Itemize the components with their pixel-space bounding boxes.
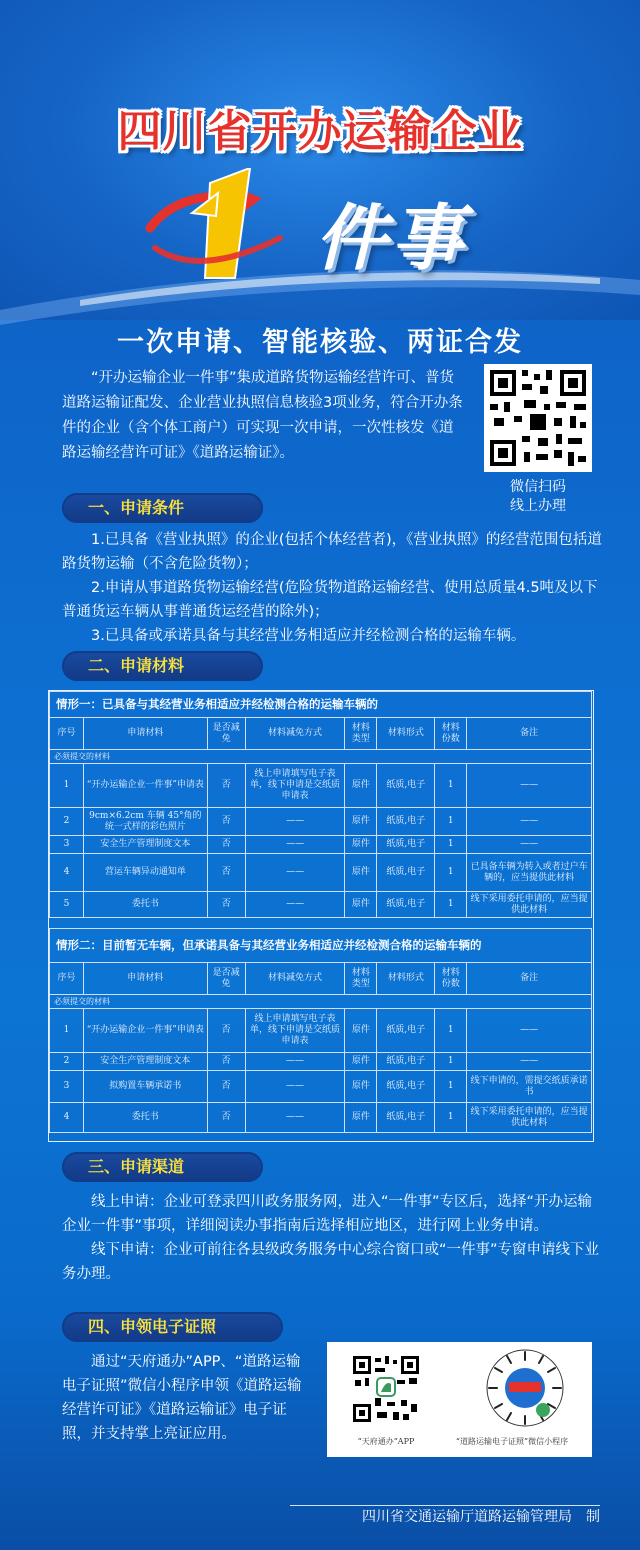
header-cell: 材料形式 — [377, 718, 435, 750]
condition-item: 1.已具备《营业执照》的企业(包括个体经营者)，《营业执照》的经营范围包括道路货物运输（不含危险货物）； — [62, 532, 602, 572]
header-cell: 序号 — [50, 718, 84, 750]
cell: 纸质,电子 — [377, 854, 435, 892]
footer-credit: 四川省交通运输厅道路运输管理局 制 — [362, 1509, 600, 1525]
sub-heading: 必须提交的材料 — [50, 750, 592, 764]
table-header-row — [50, 963, 592, 995]
cell: 纸质,电子 — [377, 808, 435, 836]
cell: 纸质,电子 — [377, 1103, 435, 1133]
table-row — [50, 854, 592, 892]
cell: 5 — [50, 892, 84, 918]
cell: 1 — [435, 854, 467, 892]
cell: 否 — [207, 808, 245, 836]
header-cell: 材料类型 — [345, 718, 377, 750]
cell: 原件 — [345, 1009, 377, 1053]
cell: 否 — [207, 1009, 245, 1053]
cell: 安全生产管理制度文本 — [83, 1053, 207, 1071]
table-row — [50, 836, 592, 854]
cell: 原件 — [345, 1103, 377, 1133]
cell: —— — [467, 1009, 592, 1053]
cell: 1 — [435, 836, 467, 854]
cert-panel — [327, 1342, 592, 1457]
qr-caption-line1: 微信扫码 — [510, 479, 566, 495]
header-cell: 备注 — [467, 963, 592, 995]
cell: 否 — [207, 836, 245, 854]
cell: 原件 — [345, 836, 377, 854]
section-heading-cert: 四、申领电子证照 — [62, 1312, 283, 1342]
channel-offline: 线下申请：企业可前往各县级政务服务中心综合窗口或“一件事”专窗申请线下业务办理。 — [62, 1242, 600, 1282]
materials-table-case2 — [49, 928, 592, 1133]
section-heading-channels: 三、申请渠道 — [62, 1152, 263, 1182]
cell: —— — [467, 1053, 592, 1071]
cell: —— — [245, 836, 345, 854]
poster-title: 四川省开办运输企业 — [117, 106, 523, 157]
table-row — [50, 808, 592, 836]
cell: 否 — [207, 892, 245, 918]
jianshi-heading: 件事 — [315, 196, 468, 280]
table-row — [50, 892, 592, 918]
cell: 安全生产管理制度文本 — [83, 836, 207, 854]
cell: 原件 — [345, 808, 377, 836]
section-heading-conditions: 一、申请条件 — [62, 493, 263, 523]
cell: “开办运输企业一件事”申请表 — [83, 1009, 207, 1053]
table-row — [50, 1053, 592, 1071]
cell: —— — [245, 808, 345, 836]
header-cell: 申请材料 — [83, 718, 207, 750]
header-cell: 材料减免方式 — [245, 718, 345, 750]
cell: —— — [245, 1103, 345, 1133]
cell: —— — [467, 836, 592, 854]
cell: 纸质,电子 — [377, 1053, 435, 1071]
cell: —— — [245, 1053, 345, 1071]
cell: 线下申请的，需提交纸质承诺书 — [467, 1071, 592, 1103]
cell: 线下采用委托申请的，应当提供此材料 — [467, 892, 592, 918]
qr-code-icon[interactable] — [484, 364, 592, 472]
materials-table-case1 — [49, 691, 592, 918]
cell: 营运车辆异动通知单 — [83, 854, 207, 892]
header-cell: 是否减免 — [207, 963, 245, 995]
cell: 9cm×6.2cm 车辆 45°角的统一式样的彩色照片 — [83, 808, 207, 836]
table-row — [50, 764, 592, 808]
cell: 委托书 — [83, 1103, 207, 1133]
header-cell: 是否减免 — [207, 718, 245, 750]
cell: 线上申请填写电子表单，线下申请是交纸质申请表 — [245, 764, 345, 808]
cell: —— — [467, 808, 592, 836]
section-heading-materials: 二、申请材料 — [62, 651, 263, 681]
condition-item: 3.已具备或承诺具备与其经营业务相适应并经检测合格的运输车辆。 — [91, 628, 526, 644]
cell: —— — [467, 764, 592, 808]
cell: —— — [245, 892, 345, 918]
qr-caption — [484, 478, 592, 516]
header-cell: 材料份数 — [435, 963, 467, 995]
cell: 原件 — [345, 854, 377, 892]
qr-caption-line2: 线上办理 — [510, 498, 566, 514]
cell: 2 — [50, 1053, 84, 1071]
header-cell: 备注 — [467, 718, 592, 750]
cell: —— — [245, 1071, 345, 1103]
channel-online: 线上申请：企业可登录四川政务服务网，进入“一件事”专区后，选择“开办运输企业一件事”事项，详细阅读办事指南后选择相应地区，进行网上业务申请。 — [62, 1194, 593, 1234]
cell: 纸质,电子 — [377, 764, 435, 808]
cell: 原件 — [345, 892, 377, 918]
header-cell: 材料减免方式 — [245, 963, 345, 995]
cell: 1 — [50, 764, 84, 808]
sub-heading: 必须提交的材料 — [50, 995, 592, 1009]
cell: 3 — [50, 836, 84, 854]
header-cell: 序号 — [50, 963, 84, 995]
header-cell: 申请材料 — [83, 963, 207, 995]
cell: 1 — [435, 764, 467, 808]
mini-program-code-icon[interactable] — [485, 1348, 565, 1428]
cell: 1 — [435, 1071, 467, 1103]
one-logo-icon — [140, 168, 300, 298]
cell: 纸质,电子 — [377, 836, 435, 854]
cell: 否 — [207, 854, 245, 892]
cell: 3 — [50, 1071, 84, 1103]
cell: 原件 — [345, 1071, 377, 1103]
cert-text: 通过“天府通办”APP、“道路运输电子证照”微信小程序申领《道路运输经营许可证》《道路运输证》电子证照，并支持掌上亮证应用。 — [62, 1354, 302, 1442]
tagline: 一次申请、智能核验、两证合发 — [117, 327, 523, 358]
cell: —— — [245, 854, 345, 892]
cell: 原件 — [345, 764, 377, 808]
cell: 1 — [435, 1009, 467, 1053]
header-cell: 材料份数 — [435, 718, 467, 750]
intro-text: “开办运输企业一件事”集成道路货物运输经营许可、普货道路运输证配发、企业营业执照信息核验3项业务，符合开办条件的企业（含个体工商户）可实现一次申请，一次性核发《道路运输经营许可证》《道路运输证》。 — [62, 370, 463, 461]
cell: 否 — [207, 1103, 245, 1133]
table-row — [50, 1103, 592, 1133]
cell: 已具备车辆为转入或者过户车辆的，应当提供此材料 — [467, 854, 592, 892]
tianfu-app-qr-icon[interactable] — [351, 1354, 421, 1424]
table-header-row — [50, 718, 592, 750]
cell: 纸质,电子 — [377, 1009, 435, 1053]
mini-program-caption: “道路运输电子证照”微信小程序 — [455, 1437, 569, 1446]
cell: 否 — [207, 1053, 245, 1071]
cell: 委托书 — [83, 892, 207, 918]
cell: 2 — [50, 808, 84, 836]
table-row — [50, 1009, 592, 1053]
cell: 纸质,电子 — [377, 1071, 435, 1103]
case2-title: 情形二：目前暂无车辆，但承诺具备与其经营业务相适应并经检测合格的运输车辆的 — [50, 929, 592, 963]
cell: 1 — [435, 892, 467, 918]
cell: 拟购置车辆承诺书 — [83, 1071, 207, 1103]
cell: 否 — [207, 1071, 245, 1103]
condition-item: 2.申请从事道路货物运输经营(危险货物道路运输经营、使用总质量4.5吨及以下普通货运车辆从事普通货运经营的除外)； — [62, 580, 598, 620]
cell: 原件 — [345, 1053, 377, 1071]
cell: 1 — [435, 1053, 467, 1071]
cell: 1 — [435, 808, 467, 836]
header-cell: 材料形式 — [377, 963, 435, 995]
channels-text — [62, 1190, 602, 1286]
cell: 线下采用委托申请的，应当提供此材料 — [467, 1103, 592, 1133]
table-row — [50, 1071, 592, 1103]
cell: 4 — [50, 1103, 84, 1133]
cell: 4 — [50, 854, 84, 892]
case1-title: 情形一：已具备与其经营业务相适应并经检测合格的运输车辆的 — [50, 692, 592, 718]
tianfu-app-caption: “天府通办”APP — [357, 1437, 415, 1446]
cell: “开办运输企业一件事”申请表 — [83, 764, 207, 808]
header-cell: 材料类型 — [345, 963, 377, 995]
conditions-list — [62, 528, 602, 648]
cell: 纸质,电子 — [377, 892, 435, 918]
cell: 1 — [50, 1009, 84, 1053]
cell: 1 — [435, 1103, 467, 1133]
cell: 线上申请填写电子表单，线下申请是交纸质申请表 — [245, 1009, 345, 1053]
cell: 否 — [207, 764, 245, 808]
